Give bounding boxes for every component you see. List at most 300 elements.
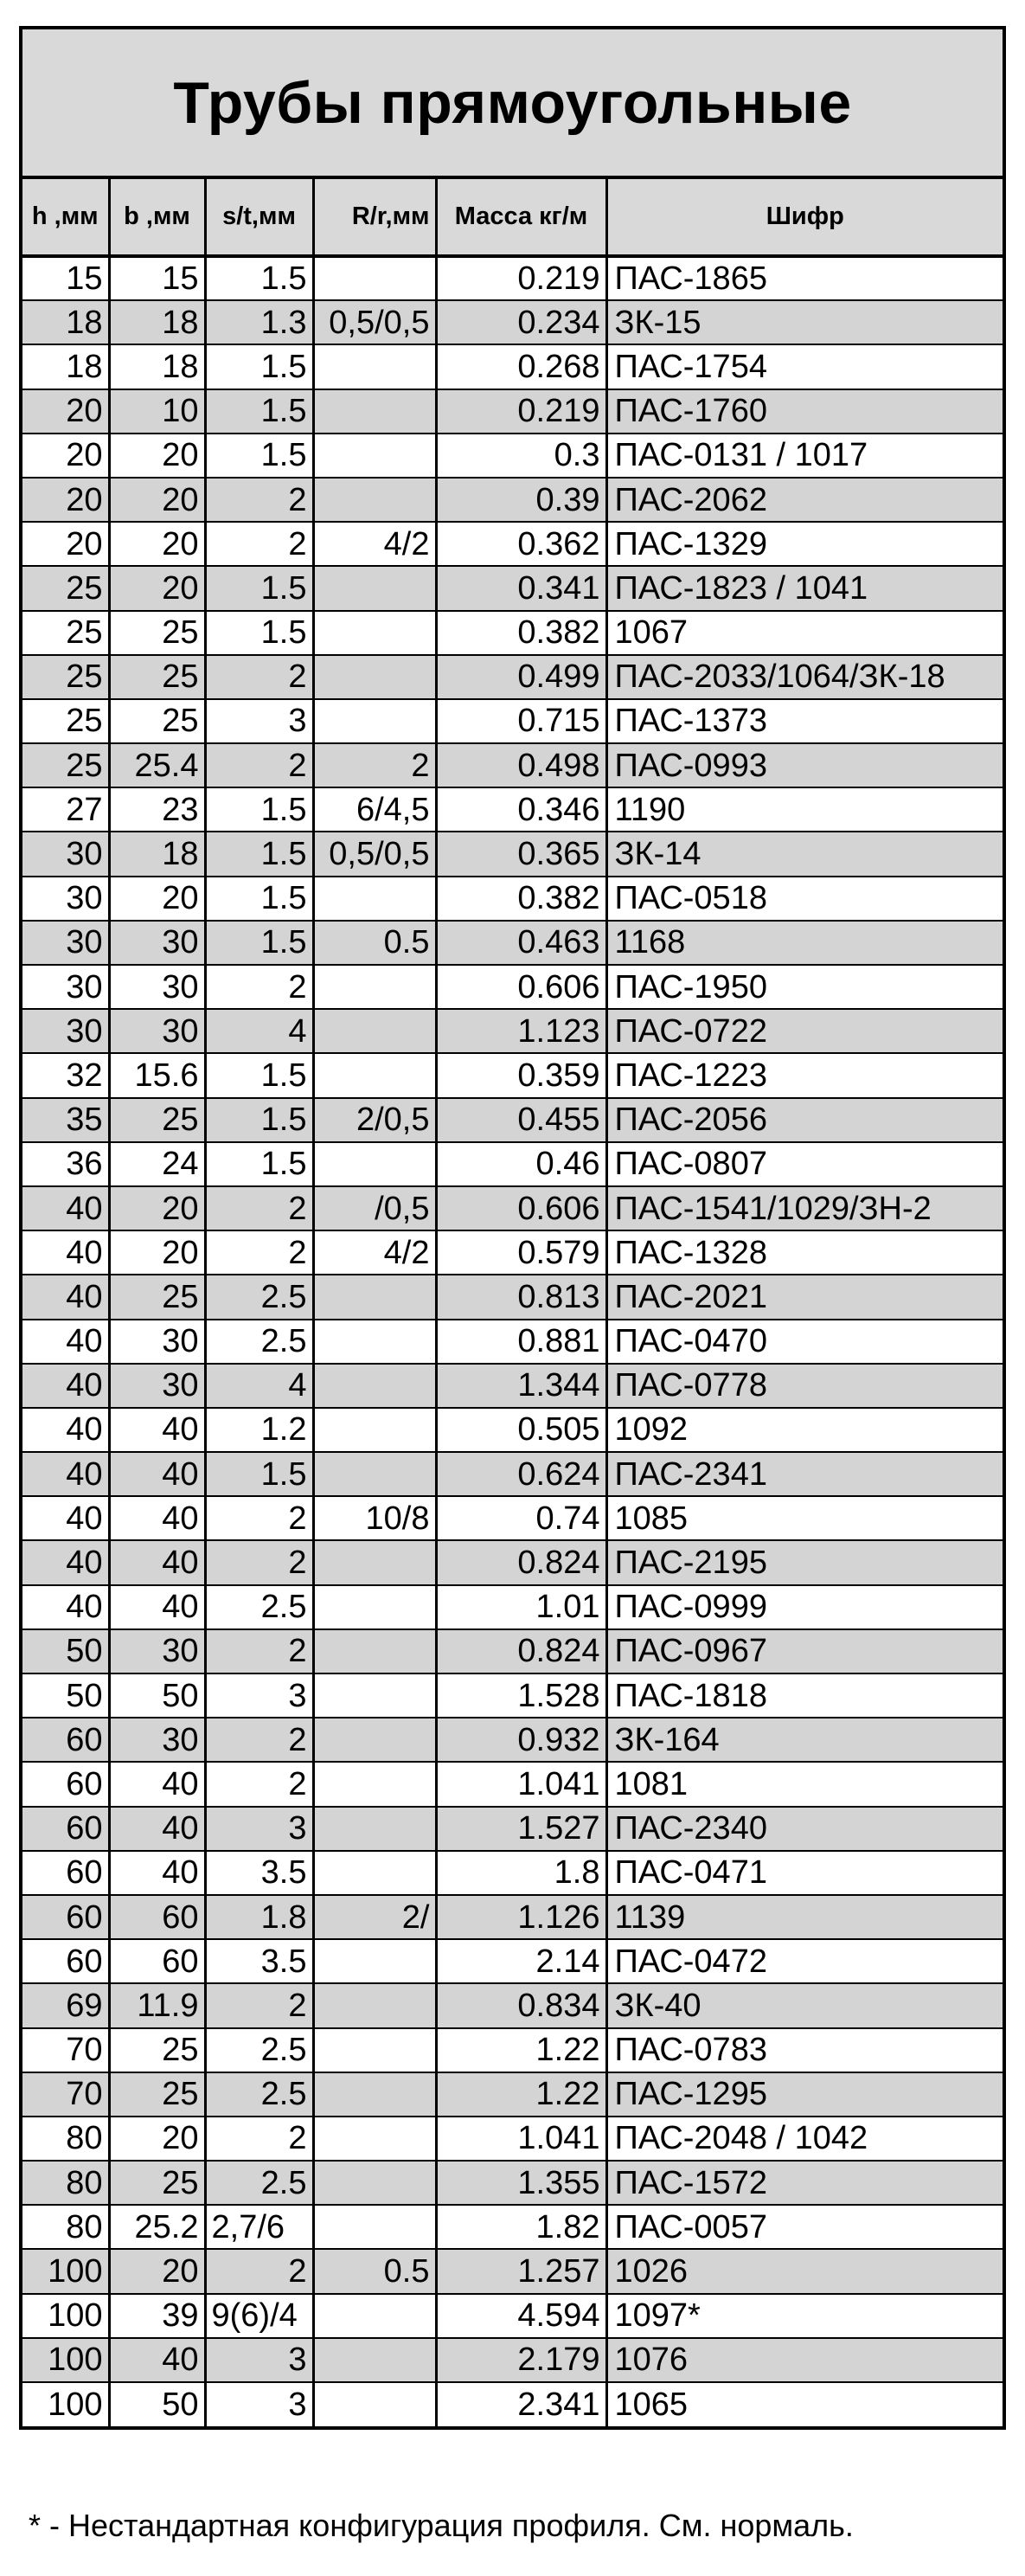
table-row (22, 1851, 1003, 1895)
cell-radius (313, 1320, 436, 1364)
cell-mass: 0.234 (436, 300, 606, 344)
table-row (22, 1364, 1003, 1408)
cell-b: 20 (109, 434, 205, 478)
cell-radius (313, 2161, 436, 2205)
cell-radius (313, 1540, 436, 1584)
table-row (22, 2117, 1003, 2161)
footnote: * - Нестандартная конфигурация профиля. См. нормаль. (29, 2508, 854, 2543)
table-row (22, 1718, 1003, 1762)
cell-thickness: 2 (205, 1186, 313, 1230)
table-row (22, 787, 1003, 832)
table-row (22, 1452, 1003, 1496)
cell-h: 40 (22, 1496, 109, 1540)
cell-mass: 0.463 (436, 921, 606, 965)
cell-code: ПАС-0722 (606, 1009, 1003, 1053)
cell-mass: 1.01 (436, 1585, 606, 1629)
table-row (22, 2338, 1003, 2382)
cell-radius (313, 478, 436, 522)
cell-code: ПАС-0783 (606, 2028, 1003, 2072)
cell-radius (313, 1585, 436, 1629)
cell-h: 30 (22, 1009, 109, 1053)
cell-b: 20 (109, 2249, 205, 2293)
cell-b: 24 (109, 1142, 205, 1186)
cell-thickness: 4 (205, 1009, 313, 1053)
cell-mass: 0.881 (436, 1320, 606, 1364)
cell-thickness: 2.5 (205, 1275, 313, 1319)
cell-code: ПАС-0993 (606, 743, 1003, 787)
table-header-row (22, 179, 1003, 256)
table-row (22, 1939, 1003, 1983)
cell-h: 50 (22, 1629, 109, 1673)
cell-thickness: 2 (205, 1983, 313, 2027)
cell-thickness: 3 (205, 1807, 313, 1851)
cell-radius (313, 1364, 436, 1408)
cell-h: 40 (22, 1275, 109, 1319)
table-row (22, 1408, 1003, 1452)
cell-mass: 0.455 (436, 1098, 606, 1142)
cell-radius (313, 611, 436, 655)
table-row (22, 256, 1003, 300)
cell-code: ПАС-1295 (606, 2072, 1003, 2117)
cell-thickness: 1.8 (205, 1895, 313, 1939)
cell-mass: 0.624 (436, 1452, 606, 1496)
cell-b: 40 (109, 2338, 205, 2382)
table-row (22, 832, 1003, 876)
column-header-code: Шифр (606, 179, 1003, 256)
column-header-mass: Масса кг/м (436, 179, 606, 256)
cell-thickness: 1.5 (205, 921, 313, 965)
cell-code: ПАС-2195 (606, 1540, 1003, 1584)
cell-h: 20 (22, 434, 109, 478)
cell-mass: 0.346 (436, 787, 606, 832)
cell-b: 30 (109, 965, 205, 1009)
cell-radius (313, 434, 436, 478)
table-row (22, 1762, 1003, 1806)
cell-code: ПАС-1950 (606, 965, 1003, 1009)
cell-thickness: 2 (205, 1230, 313, 1275)
cell-code: ПАС-0518 (606, 877, 1003, 921)
cell-mass: 0.341 (436, 566, 606, 610)
cell-mass: 0.219 (436, 256, 606, 300)
cell-code: ПАС-2021 (606, 1275, 1003, 1319)
cell-h: 30 (22, 921, 109, 965)
cell-h: 80 (22, 2205, 109, 2249)
cell-radius: 2/ (313, 1895, 436, 1939)
cell-h: 50 (22, 1673, 109, 1718)
cell-code: 1085 (606, 1496, 1003, 1540)
table-row (22, 1275, 1003, 1319)
cell-radius: 0.5 (313, 921, 436, 965)
cell-mass: 1.041 (436, 1762, 606, 1806)
cell-radius (313, 1762, 436, 1806)
cell-code: ПАС-0471 (606, 1851, 1003, 1895)
cell-mass: 2.179 (436, 2338, 606, 2382)
cell-h: 70 (22, 2072, 109, 2117)
cell-b: 25 (109, 611, 205, 655)
cell-code: ПАС-2340 (606, 1807, 1003, 1851)
cell-b: 18 (109, 344, 205, 389)
cell-b: 40 (109, 1496, 205, 1540)
cell-code: ПАС-2341 (606, 1452, 1003, 1496)
cell-h: 27 (22, 787, 109, 832)
table-row (22, 2249, 1003, 2293)
cell-h: 40 (22, 1364, 109, 1408)
cell-code: ПАС-0778 (606, 1364, 1003, 1408)
table-body (22, 256, 1003, 2426)
table-row (22, 389, 1003, 434)
cell-b: 25 (109, 2028, 205, 2072)
cell-code: ПАС-0131 / 1017 (606, 434, 1003, 478)
cell-b: 50 (109, 2382, 205, 2426)
cell-radius (313, 965, 436, 1009)
table-row (22, 1895, 1003, 1939)
cell-thickness: 2 (205, 1718, 313, 1762)
cell-b: 25 (109, 2072, 205, 2117)
cell-thickness: 3 (205, 699, 313, 743)
cell-radius (313, 2338, 436, 2382)
cell-h: 80 (22, 2117, 109, 2161)
cell-radius (313, 1275, 436, 1319)
cell-h: 20 (22, 389, 109, 434)
cell-b: 30 (109, 1009, 205, 1053)
cell-code: ПАС-1818 (606, 1673, 1003, 1718)
cell-h: 40 (22, 1408, 109, 1452)
cell-radius (313, 2294, 436, 2338)
cell-radius (313, 2072, 436, 2117)
cell-thickness: 1.5 (205, 566, 313, 610)
table-row (22, 1629, 1003, 1673)
cell-radius (313, 1718, 436, 1762)
cell-mass: 1.8 (436, 1851, 606, 1895)
cell-h: 20 (22, 478, 109, 522)
cell-h: 100 (22, 2294, 109, 2338)
cell-thickness: 2 (205, 1496, 313, 1540)
cell-h: 40 (22, 1230, 109, 1275)
table-row (22, 655, 1003, 699)
cell-h: 25 (22, 699, 109, 743)
cell-h: 30 (22, 832, 109, 876)
cell-radius (313, 566, 436, 610)
cell-h: 30 (22, 877, 109, 921)
cell-b: 60 (109, 1895, 205, 1939)
cell-mass: 0.268 (436, 344, 606, 389)
cell-h: 20 (22, 522, 109, 566)
cell-b: 23 (109, 787, 205, 832)
cell-thickness: 1.5 (205, 1053, 313, 1097)
cell-code: ПАС-1572 (606, 2161, 1003, 2205)
cell-code: 1065 (614, 2386, 689, 2424)
cell-h: 18 (22, 344, 109, 389)
cell-mass: 0.362 (436, 522, 606, 566)
table-row (22, 1496, 1003, 1540)
column-header-thickness: s/t,мм (205, 179, 313, 256)
cell-b: 15 (109, 256, 205, 300)
cell-b: 20 (109, 566, 205, 610)
cell-code: ЗК-40 (606, 1983, 1003, 2027)
cell-mass: 0.365 (436, 832, 606, 876)
cell-b: 30 (109, 921, 205, 965)
cell-mass: 0.46 (436, 1142, 606, 1186)
table-row (22, 611, 1003, 655)
cell-mass: 2.341 (436, 2382, 606, 2426)
cell-radius (313, 655, 436, 699)
cell-mass: 1.126 (436, 1895, 606, 1939)
cell-thickness: 1.2 (205, 1408, 313, 1452)
cell-h: 18 (22, 300, 109, 344)
cell-thickness: 1.5 (205, 787, 313, 832)
table-row (22, 566, 1003, 610)
profile-table-sheet (19, 26, 1006, 2430)
cell-code: ПАС-2033/1064/ЗК-18 (606, 655, 1003, 699)
cell-b: 30 (109, 1320, 205, 1364)
cell-h: 25 (22, 743, 109, 787)
cell-b: 25 (109, 1275, 205, 1319)
table-row (22, 1585, 1003, 1629)
table-row (22, 1983, 1003, 2027)
cell-code: 1168 (606, 921, 1003, 965)
cell-b: 30 (109, 1629, 205, 1673)
table-row (22, 1540, 1003, 1584)
cell-mass: 0.824 (436, 1540, 606, 1584)
cell-b: 18 (109, 300, 205, 344)
cell-radius (313, 1851, 436, 1895)
cell-b: 10 (109, 389, 205, 434)
cell-code: ПАС-1223 (606, 1053, 1003, 1097)
cell-radius: 4/2 (313, 522, 436, 566)
cell-mass: 0.505 (436, 1408, 606, 1452)
cell-b: 20 (109, 877, 205, 921)
cell-radius (313, 2382, 436, 2426)
cell-mass: 1.041 (436, 2117, 606, 2161)
cell-thickness: 3 (205, 2338, 313, 2382)
cell-thickness: 3.5 (205, 1939, 313, 1983)
cell-mass: 0.834 (436, 1983, 606, 2027)
cell-thickness: 1.5 (205, 434, 313, 478)
cell-radius (313, 1807, 436, 1851)
cell-h: 60 (22, 1762, 109, 1806)
cell-mass: 2.14 (436, 1939, 606, 1983)
cell-code: ЗК-14 (606, 832, 1003, 876)
cell-h: 40 (22, 1452, 109, 1496)
cell-thickness: 3.5 (205, 1851, 313, 1895)
table-row (22, 921, 1003, 965)
cell-code: ЗК-164 (606, 1718, 1003, 1762)
cell-code: 1026 (606, 2249, 1003, 2293)
cell-thickness: 2,7/6 (205, 2205, 313, 2249)
cell-radius (313, 1009, 436, 1053)
cell-mass: 1.344 (436, 1364, 606, 1408)
cell-h: 40 (22, 1585, 109, 1629)
cell-radius: 0,5/0,5 (313, 300, 436, 344)
cell-h: 60 (22, 1807, 109, 1851)
cell-code: 1092 (606, 1408, 1003, 1452)
cell-mass: 0.3 (436, 434, 606, 478)
cell-h: 70 (22, 2028, 109, 2072)
cell-b: 25 (109, 2161, 205, 2205)
cell-thickness: 2.5 (205, 2072, 313, 2117)
cell-radius: 2/0,5 (313, 1098, 436, 1142)
cell-thickness: 1.5 (205, 611, 313, 655)
table-row (22, 434, 1003, 478)
cell-h: 25 (22, 655, 109, 699)
cell-thickness: 1.3 (205, 300, 313, 344)
cell-mass: 0.74 (436, 1496, 606, 1540)
cell-thickness: 2 (205, 478, 313, 522)
cell-h: 36 (22, 1142, 109, 1186)
table-row (22, 1320, 1003, 1364)
cell-code: 1139 (606, 1895, 1003, 1939)
table-row (22, 1009, 1003, 1053)
table-row (22, 478, 1003, 522)
cell-code: ПАС-1329 (606, 522, 1003, 566)
table-row (22, 1186, 1003, 1230)
cell-h: 60 (22, 1895, 109, 1939)
table-row (22, 2382, 1003, 2426)
cell-mass: 0.606 (436, 1186, 606, 1230)
cell-b: 40 (109, 1851, 205, 1895)
cell-code: 1081 (606, 1762, 1003, 1806)
cell-radius: 4/2 (313, 1230, 436, 1275)
cell-thickness: 2.5 (205, 1585, 313, 1629)
page-title: Трубы прямоугольные (22, 29, 1003, 179)
cell-thickness: 1.5 (205, 1142, 313, 1186)
cell-code: 1076 (606, 2338, 1003, 2382)
cell-b: 40 (109, 1452, 205, 1496)
cell-b: 30 (109, 1718, 205, 1762)
cell-mass: 1.528 (436, 1673, 606, 1718)
cell-radius (313, 1053, 436, 1097)
cell-mass: 0.579 (436, 1230, 606, 1275)
cell-thickness: 1.5 (205, 389, 313, 434)
cell-code: ПАС-1328 (606, 1230, 1003, 1275)
cell-radius (313, 1629, 436, 1673)
table-row (22, 1053, 1003, 1097)
cell-b: 25 (109, 1098, 205, 1142)
cell-b: 20 (109, 478, 205, 522)
cell-mass: 1.527 (436, 1807, 606, 1851)
cell-h: 40 (22, 1186, 109, 1230)
cell-h: 60 (22, 1851, 109, 1895)
cell-radius (313, 877, 436, 921)
cell-thickness: 2 (205, 655, 313, 699)
cell-code: 1097* (606, 2294, 1003, 2338)
cell-radius: 6/4,5 (313, 787, 436, 832)
cell-radius (313, 2028, 436, 2072)
table-row (22, 877, 1003, 921)
cell-mass: 1.82 (436, 2205, 606, 2249)
cell-radius (313, 1452, 436, 1496)
cell-thickness: 1.5 (205, 877, 313, 921)
cell-thickness: 3 (205, 1673, 313, 1718)
cell-mass: 1.257 (436, 2249, 606, 2293)
cell-mass: 0.382 (436, 877, 606, 921)
column-header-radius: R/r,мм (313, 179, 436, 256)
cell-code: ПАС-1760 (606, 389, 1003, 434)
cell-thickness: 1.5 (205, 344, 313, 389)
cell-b: 15.6 (109, 1053, 205, 1097)
cell-radius (313, 2205, 436, 2249)
cell-code: ПАС-0967 (606, 1629, 1003, 1673)
cell-thickness: 1.5 (205, 832, 313, 876)
cell-b: 25.4 (109, 743, 205, 787)
cell-radius (313, 389, 436, 434)
cell-thickness: 2 (205, 2117, 313, 2161)
table-row (22, 965, 1003, 1009)
table-row (22, 1807, 1003, 1851)
table-row (22, 344, 1003, 389)
cell-b: 11.9 (109, 1983, 205, 2027)
cell-b: 20 (109, 2117, 205, 2161)
cell-mass: 1.355 (436, 2161, 606, 2205)
cell-h: 100 (22, 2382, 109, 2426)
cell-radius (313, 344, 436, 389)
cell-h: 100 (22, 2338, 109, 2382)
cell-radius (313, 1673, 436, 1718)
cell-mass: 0.715 (436, 699, 606, 743)
cell-h: 40 (22, 1540, 109, 1584)
cell-radius: 2 (313, 743, 436, 787)
table-row (22, 2294, 1003, 2338)
cell-b: 40 (109, 1408, 205, 1452)
cell-code: ПАС-1865 (606, 256, 1003, 300)
cell-thickness: 3 (205, 2382, 313, 2426)
cell-thickness: 2 (205, 965, 313, 1009)
cell-code: 1067 (606, 611, 1003, 655)
cell-b: 25.2 (109, 2205, 205, 2249)
cell-b: 30 (109, 1364, 205, 1408)
cell-radius (313, 2117, 436, 2161)
column-header-b: b ,мм (109, 179, 205, 256)
cell-radius (313, 1142, 436, 1186)
cell-code: ПАС-0470 (606, 1320, 1003, 1364)
cell-h: 69 (22, 1983, 109, 2027)
cell-h: 35 (22, 1098, 109, 1142)
cell-code: ПАС-2062 (606, 478, 1003, 522)
cell-h: 60 (22, 1939, 109, 1983)
cell-mass: 0.219 (436, 389, 606, 434)
column-header-h: h ,мм (22, 179, 109, 256)
cell-code: 1190 (606, 787, 1003, 832)
cell-mass: 0.359 (436, 1053, 606, 1097)
cell-radius (313, 1408, 436, 1452)
cell-thickness: 2 (205, 2249, 313, 2293)
cell-radius (313, 699, 436, 743)
table-row (22, 2028, 1003, 2072)
cell-h: 15 (22, 256, 109, 300)
cell-thickness: 2 (205, 522, 313, 566)
cell-radius: /0,5 (313, 1186, 436, 1230)
cell-h: 25 (22, 611, 109, 655)
cell-thickness: 9(6)/4 (205, 2294, 313, 2338)
table-row (22, 522, 1003, 566)
cell-thickness: 2.5 (205, 1320, 313, 1364)
cell-b: 40 (109, 1807, 205, 1851)
table-row (22, 2205, 1003, 2249)
cell-radius (313, 1983, 436, 2027)
cell-code: ПАС-2048 / 1042 (606, 2117, 1003, 2161)
cell-h: 60 (22, 1718, 109, 1762)
table-row (22, 300, 1003, 344)
cell-b: 60 (109, 1939, 205, 1983)
cell-b: 50 (109, 1673, 205, 1718)
cell-b: 40 (109, 1762, 205, 1806)
cell-b: 40 (109, 1585, 205, 1629)
cell-radius: 0.5 (313, 2249, 436, 2293)
cell-b: 25 (109, 699, 205, 743)
pipe-table (22, 179, 1003, 2426)
cell-h: 32 (22, 1053, 109, 1097)
cell-b: 18 (109, 832, 205, 876)
